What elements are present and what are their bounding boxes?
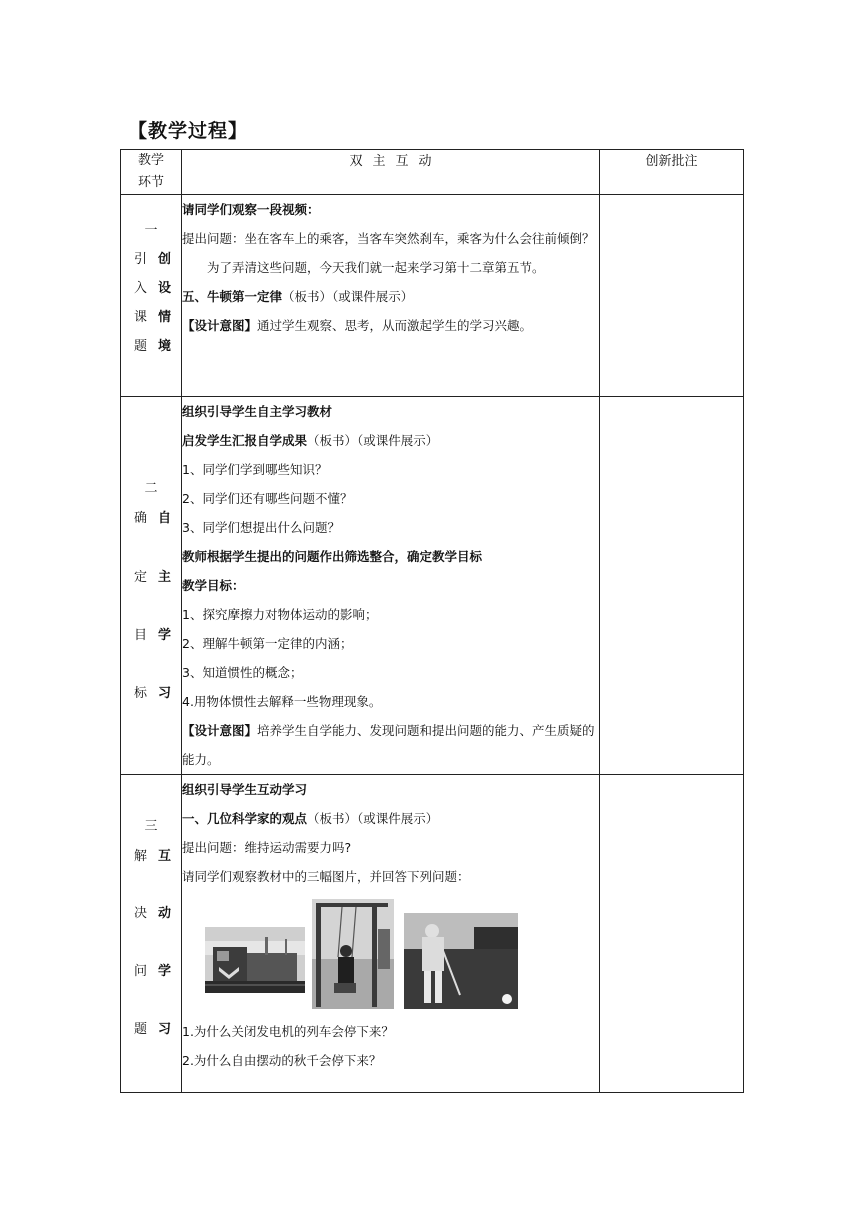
content-line: 提出问题：维持运动需要力吗? [182, 840, 352, 855]
content-cell-1 [182, 195, 600, 397]
table-row [121, 397, 744, 775]
content-line: 2、同学们还有哪些问题不懂？ [182, 491, 353, 506]
table-row [121, 195, 744, 397]
header-interaction: 双主互动 [182, 150, 600, 195]
content-line: 3、知道惯性的概念； [182, 665, 303, 680]
content-line: 教师根据学生提出的问题作出筛选整合，确定教学目标 [182, 549, 483, 564]
content-line: 启发学生汇报自学成果（板书）（或课件展示） [182, 433, 439, 448]
content-line: 请同学们观察教材中的三幅图片，并回答下列问题： [182, 869, 470, 884]
content-line: 2.为什么自由摆动的秋千会停下来？ [182, 1053, 382, 1068]
stage-cell-1: 一 引 创 入 设 课 情 题 境 [121, 195, 182, 397]
header-stage-line1: 教学 [137, 153, 164, 168]
content-line: 4.用物体惯性去解释一些物理现象。 [182, 694, 382, 709]
table-row [121, 775, 744, 1093]
notes-cell-2 [600, 397, 744, 775]
golf-photo [404, 913, 518, 1009]
stage-number: 三 [144, 819, 158, 834]
page-title: 【教学过程】 [128, 120, 249, 142]
textbook-photos [182, 893, 599, 1013]
content-line: 五、牛顿第一定律（板书）（或课件展示） [182, 289, 414, 304]
notes-cell-3 [600, 775, 744, 1093]
content-line: 请同学们观察一段视频： [182, 202, 320, 217]
content-line: 为了弄清这些问题，今天我们就一起来学习第十二章第五节。 [207, 260, 545, 275]
teaching-process-table [120, 149, 744, 1093]
content-line: 1、探究摩擦力对物体运动的影响； [182, 607, 378, 622]
table-header-row [121, 150, 744, 195]
content-line: 【设计意图】通过学生观察、思考，从而激起学生的学习兴趣。 [182, 318, 533, 333]
content-cell-2 [182, 397, 600, 775]
content-line: 【设计意图】培养学生自学能力、发现问题和提出问题的能力、产生质疑的能力。 [182, 723, 595, 767]
notes-cell-1 [600, 195, 744, 397]
header-stage-line2: 环节 [137, 175, 164, 190]
train-photo [205, 927, 305, 993]
content-line: 1.为什么关闭发电机的列车会停下来？ [182, 1024, 394, 1039]
content-line: 教学目标： [182, 578, 245, 593]
swing-photo [312, 899, 394, 1009]
content-cell-3 [182, 775, 600, 1093]
content-line: 3、同学们想提出什么问题？ [182, 520, 340, 535]
content-line: 1、同学们学到哪些知识？ [182, 462, 328, 477]
stage-number: 二 [144, 481, 158, 496]
content-line: 提出问题：坐在客车上的乘客，当客车突然刹车，乘客为什么会往前倾倒？ [182, 231, 595, 246]
header-notes: 创新批注 [600, 150, 744, 195]
header-stage [121, 150, 182, 195]
stage-cell-2: 二 确 自 定 主 目 学 标 习 [121, 397, 182, 775]
content-line: 2、理解牛顿第一定律的内涵； [182, 636, 353, 651]
content-line: 组织引导学生自主学习教材 [182, 404, 333, 419]
content-line: 组织引导学生互动学习 [182, 782, 308, 797]
stage-number: 一 [144, 223, 158, 238]
stage-cell-3: 三 解 互 决 动 问 学 题 习 [121, 775, 182, 1093]
content-line: 一、几位科学家的观点（板书）（或课件展示） [182, 811, 439, 826]
